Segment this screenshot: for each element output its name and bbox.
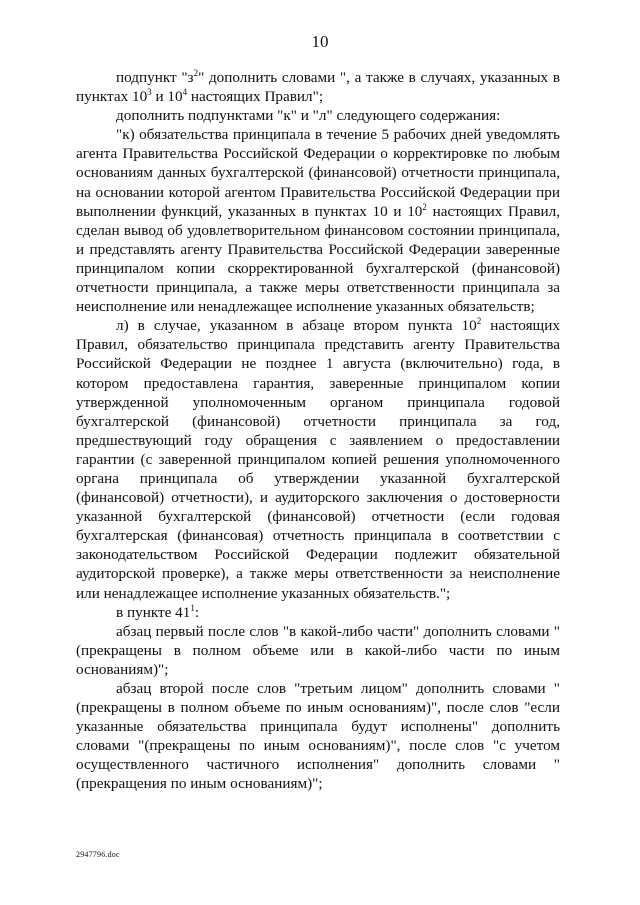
text-run: и 10 bbox=[151, 88, 183, 106]
paragraph-p1 bbox=[76, 68, 560, 106]
text-run: настоящих Правил, обязательство принципала представить агенту Правительства Российской Федерации не позднее 1 августа (включительно) года, в котором предоставлена гарантия, заверенные принципалом копии утвержденной уполномоченным органом принципала годовой бухгалтерской (финансовой) отчетности принципала за год, предшествующий году обращения с заявлением о предоставлении гарантии (с заверенной принципалом копией решения уполномоченного органа принципала об утверждении указанной бухгалтерской (финансовой) отчетности), и аудиторского заключения о достоверности указанной бухгалтерской (финансовой) отчетности (если годовая бухгалтерская (финансовая) отчетность принципала в соответствии с законодательством Российской Федерации подлежит обязательной аудиторской проверке), а также меры ответственности за неисполнение или ненадлежащее исполнение указанных обязательств."; bbox=[76, 317, 560, 602]
paragraph-p5 bbox=[76, 603, 560, 622]
paragraph-p2 bbox=[76, 106, 560, 125]
superscript: 2 bbox=[422, 201, 427, 212]
document-body bbox=[76, 68, 560, 794]
text-run: настоящих Правил"; bbox=[187, 88, 324, 106]
text-run: " дополнить словами ", а также в случаях, указанных в пунктах 10 bbox=[76, 69, 560, 106]
superscript: 2 bbox=[193, 67, 199, 78]
text-run: л) в случае, указанном в абзаце втором пункта 10 bbox=[116, 317, 477, 335]
text-run: настоящих Правил, сделан вывод об удовлетворительном финансовом состоянии принципала, и представлять агенту Правительства Российской Федерации заверенные принципалом копии скорректированной бухгалтерской (финансовой) отчетности принципала, а также меры ответственности принципала за неисполнение или ненадлежащее исполнение указанных обязательств; bbox=[76, 202, 561, 316]
text-run: абзац второй после слов "третьим лицом" дополнить словами "(прекращены в полном объеме по иным основаниям)", после слов "если указанные обязательства принципала будут исполнены" дополнить словами "(прекращены по иным основаниям)", после слов "с учетом осуществленного частичного исполнения" дополнить словами "(прекращения по иным основаниям)"; bbox=[76, 680, 560, 793]
superscript: 2 bbox=[476, 316, 482, 327]
paragraph-p3 bbox=[76, 125, 560, 316]
paragraph-p4 bbox=[76, 316, 560, 602]
text-run: подпункт "з bbox=[116, 69, 194, 86]
page-number: 10 bbox=[311, 32, 329, 51]
text-run: дополнить подпунктами "к" и "л" следующего содержания: bbox=[116, 107, 501, 125]
document-file-code: 2947796.doc bbox=[76, 850, 120, 859]
paragraph-p7 bbox=[76, 679, 560, 794]
superscript: 4 bbox=[182, 87, 188, 98]
superscript: 3 bbox=[147, 87, 152, 98]
text-run: : bbox=[194, 603, 200, 621]
text-run: "к) обязательства принципала в течение 5 рабочих дней уведомлять агента Правительства Российской Федерации о корректировке по любым основаниям данных бухгалтерской (финансовой) отчетности принципала, на основании которой агентом Правительства Российской Федерации при выполнении функций, указанных в пунктах 10 и 10 bbox=[76, 126, 560, 220]
text-run: абзац первый после слов "в какой-либо части" дополнить словами "(прекращены в полном объеме или в какой-либо части по иным основаниям)"; bbox=[76, 622, 560, 678]
text-run: в пункте 41 bbox=[116, 603, 191, 621]
paragraph-p6 bbox=[76, 622, 560, 679]
superscript: 1 bbox=[190, 602, 195, 613]
